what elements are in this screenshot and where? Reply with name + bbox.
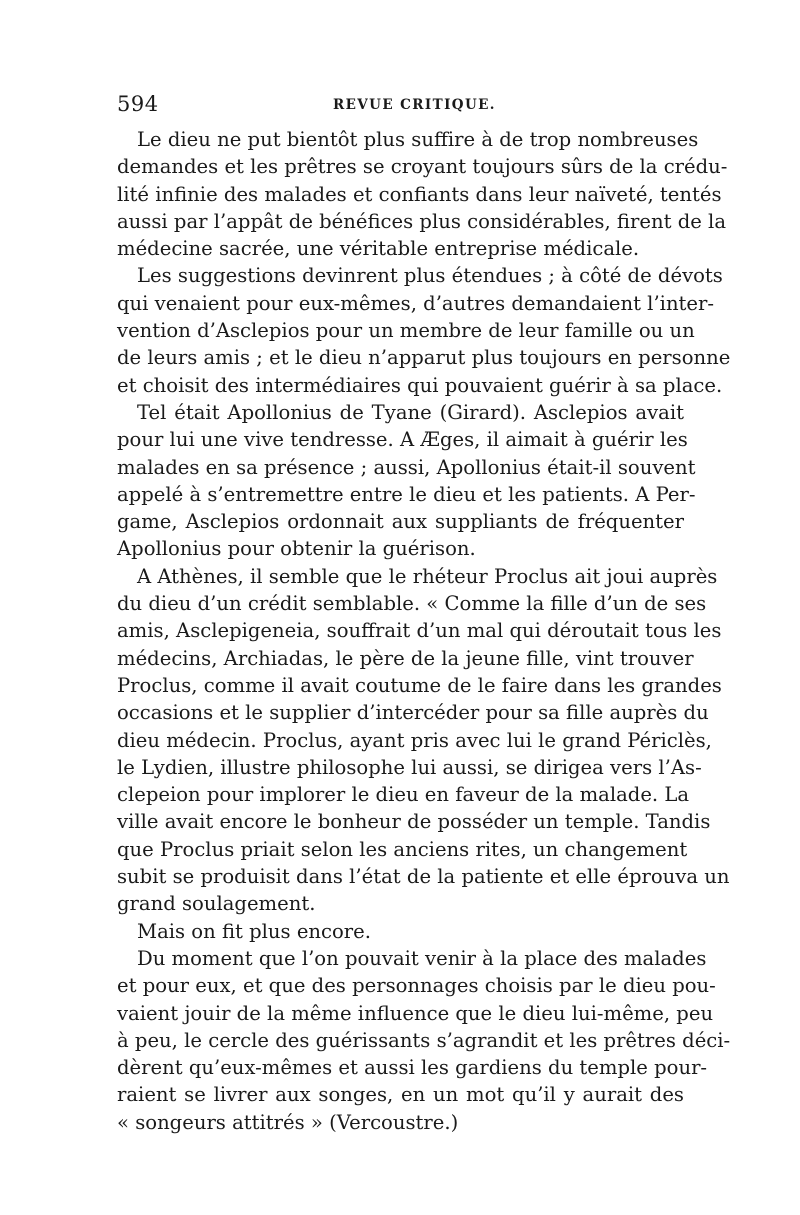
text-line: ville avait encore le bonheur de posséder un temple. Tandis	[117, 810, 711, 834]
text-line: dieu médecin. Proclus, ayant pris avec lui le grand Périclès,	[117, 728, 712, 752]
text-line: lité infinie des malades et confiants dans leur naïveté, tentés	[117, 182, 722, 206]
text-line: dèrent qu’eux-mêmes et aussi les gardiens du temple pour-	[117, 1056, 708, 1080]
text-line: que Proclus priait selon les anciens rites, un changement	[117, 837, 688, 861]
text-line: Proclus, comme il avait coutume de le faire dans les grandes	[117, 673, 722, 697]
text-line: le Lydien, illustre philosophe lui aussi, se dirigea vers l’As-	[117, 755, 702, 779]
text-line: vaient jouir de la même influence que le dieu lui-même, peu	[117, 1001, 714, 1025]
text-line: malades en sa présence ; aussi, Apollonius était-il souvent	[117, 455, 696, 479]
text-line: aussi par l’appât de bénéfices plus considérables, firent de la	[117, 209, 727, 233]
text-line: raient se livrer aux songes, en un mot qu’il y aurait des	[117, 1083, 684, 1107]
text-line: du dieu d’un crédit semblable. « Comme la fille d’un de ses	[117, 592, 707, 616]
page-header	[117, 92, 684, 122]
text-line: vention d’Asclepios pour un membre de leur famille ou un	[117, 319, 695, 343]
text-line: subit se produisit dans l’état de la patiente et elle éprouva un	[117, 865, 730, 889]
page-number: 594	[117, 92, 159, 116]
text-line: et choisit des intermédiaires qui pouvaient guérir à sa place.	[117, 373, 723, 397]
text-line: Du moment que l’on pouvait venir à la place des malades	[137, 946, 707, 970]
text-line: Apollonius pour obtenir la guérison.	[117, 537, 476, 561]
text-line: qui venaient pour eux-mêmes, d’autres demandaient l’inter-	[117, 291, 715, 315]
text-line: occasions et le supplier d’intercéder pour sa fille auprès du	[117, 701, 709, 725]
text-line: à peu, le cercle des guérissants s’agrandit et les prêtres déci-	[117, 1028, 731, 1052]
text-line: clepeion pour implorer le dieu en faveur de la malade. La	[117, 783, 690, 807]
text-line: demandes et les prêtres se croyant toujours sûrs de la crédu-	[117, 155, 728, 179]
running-title: REVUE CRITIQUE.	[333, 97, 496, 113]
text-line: et pour eux, et que des personnages choisis par le dieu pou-	[117, 974, 716, 998]
text-line: médecins, Archiadas, le père de la jeune fille, vint trouver	[117, 646, 694, 670]
text-line: de leurs amis ; et le dieu n’apparut plus toujours en personne	[117, 346, 731, 370]
text-line: médecine sacrée, une véritable entreprise médicale.	[117, 237, 640, 261]
text-line: pour lui une vive tendresse. A Æges, il aimait à guérir les	[117, 428, 688, 452]
text-line: amis, Asclepigeneia, souffrait d’un mal qui déroutait tous les	[117, 619, 722, 643]
body-text	[117, 126, 731, 1136]
text-line: « songeurs attitrés » (Vercoustre.)	[117, 1110, 459, 1134]
text-line: Tel était Apollonius de Tyane (Girard). Asclepios avait	[137, 400, 684, 424]
text-line: grand soulagement.	[117, 892, 316, 916]
text-line: appelé à s’entremettre entre le dieu et les patients. A Per-	[117, 482, 696, 506]
text-line: Les suggestions devinrent plus étendues ; à côté de dévots	[137, 264, 723, 288]
text-line: game, Asclepios ordonnait aux suppliants de fréquenter	[117, 510, 684, 534]
text-line: Le dieu ne put bientôt plus suffire à de trop nombreuses	[137, 128, 699, 151]
text-line: Mais on fit plus encore.	[137, 919, 371, 943]
text-line: A Athènes, il semble que le rhéteur Proclus ait joui auprès	[137, 564, 718, 588]
